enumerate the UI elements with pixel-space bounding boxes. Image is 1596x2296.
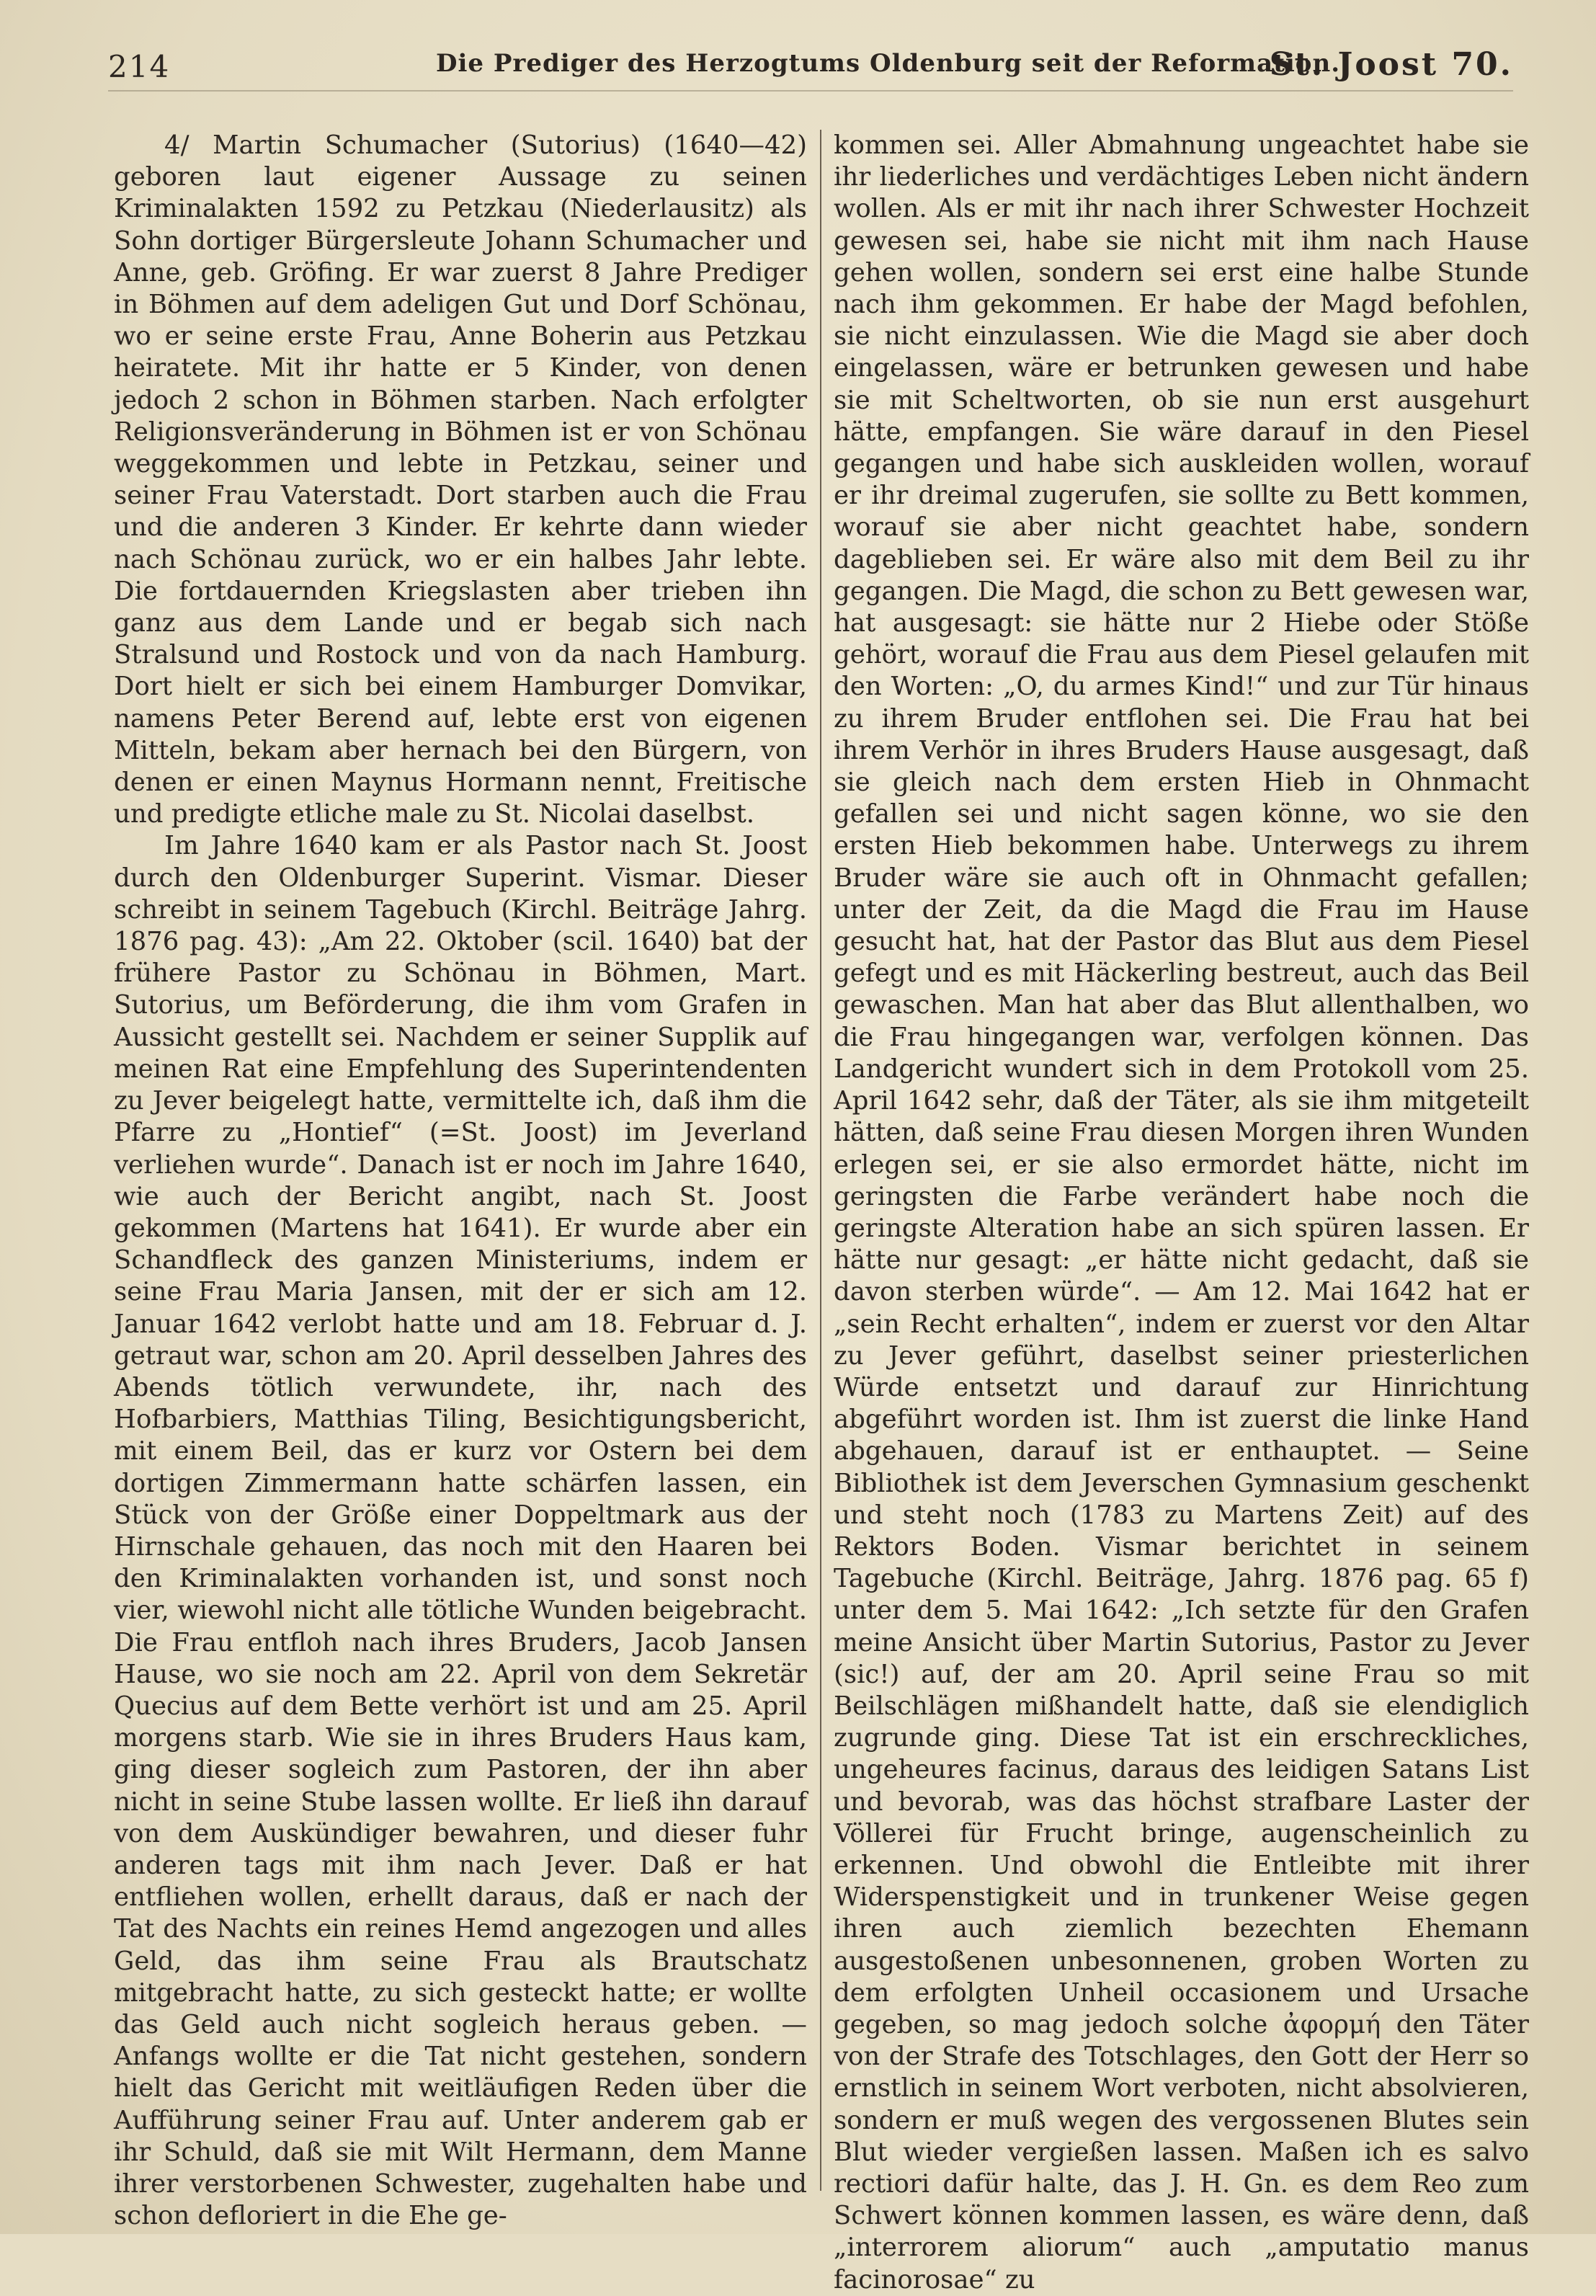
paragraph-continuation: Im Jahre 1640 kam er als Pastor nach St. Joost durch den Oldenburger Superint. Vismar. Dieser schreibt in seinem Tagebuch (Kirchl. Beiträge Jahrg. 1876 pag. 43): „Am 22. Oktober (scil. 1640) bat der frühere Pastor zu Schönau in Böhmen, Mart. Sutorius, um Beförderung, die ihm vom Grafen in Aussicht gestellt sei. Nachdem er seiner Supplik auf meinen Rat eine Empfehlung des Superintendenten zu Jever beigelegt hatte, vermittelte ich, daß ihm die Pfarre zu „Hontief“ (=St. Joost) im Jeverland verliehen wurde“. Danach ist er noch im Jahre 1640, wie auch der Bericht angibt, nach St. Joost gekommen (Martens hat 1641). Er wurde aber ein Schandfleck des ganzen Ministeriums, indem er seine Frau Maria Jansen, mit der er sich am 12. Januar 1642 verlobt hatte und am 18. Februar d. J. getraut war, schon am 20. April desselben Jahres des Abends tötlich verwundete, ihr, nach des Hofbarbiers, Matthias Tiling, Besichtigungsbericht, mit einem Beil, das er kurz vor Ostern bei dem dortigen Zimmermann hatte schärfen lassen, ein Stück von der Größe einer Doppeltmark aus der Hirnschale gehauen, das noch mit den Haaren bei den Kriminalakten vorhanden ist, und sonst noch vier, wiewohl nicht alle tötliche Wunden beigebracht. Die Frau entfloh nach ihres Bruders, Jacob Jansen Hause, wo sie noch am 22. April von dem Sekretär Quecius auf dem Bette verhört ist und am 25. April morgens starb. Wie sie in ihres Bruders Haus kam, ging dieser sogleich zum Pastoren, der ihn aber nicht in seine Stube lassen wollte. Er ließ ihn darauf von dem Auskündiger bewahren, und dieser fuhr anderen tags mit ihm nach Jever. Daß er hat entfliehen wollen, erhellt daraus, daß er nach der Tat des Nachts ein reines Hemd angezogen und alles Geld, das ihm seine Frau als Brautschatz mitgebracht hatte, zu sich gesteckt hatte; er wollte das Geld auch nicht sogleich heraus geben. — Anfangs wollte er die Tat nicht gestehen, sondern hielt das Gericht mit weitläufigen Reden über die Aufführung seiner Frau auf. Unter anderem gab er ihr Schuld, daß sie mit Wilt Hermann, dem Manne ihrer verstorbenen Schwester, zugehalten habe und schon defloriert in die Ehe ge-: [114, 831, 807, 2231]
page-header: [108, 42, 1513, 85]
right-column: [834, 130, 1529, 2295]
column-divider: [820, 130, 821, 2191]
section-reference: St. Joost 70.: [1269, 46, 1513, 83]
running-title: Die Prediger des Herzogtums Oldenburg seit der Reformation.: [436, 49, 1341, 78]
paragraph-right: kommen sei. Aller Abmahnung ungeachtet habe sie ihr liederliches und verdächtiges Leben nicht ändern wollen. Als er mit ihr nach ihrer Schwester Hochzeit gewesen sei, habe sie nicht mit ihm nach Hause gehen wollen, sondern sei erst eine halbe Stunde nach ihm gekommen. Er habe der Magd befohlen, sie nicht einzulassen. Wie die Magd sie aber doch eingelassen, wäre er betrunken gewesen und habe sie mit Scheltworten, ob sie nun erst ausgehurt hätte, empfangen. Sie wäre darauf in den Piesel gegangen und habe sich auskleiden wollen, worauf er ihr dreimal zugerufen, sie sollte zu Bett kommen, worauf sie aber nicht geachtet habe, sondern dageblieben sei. Er wäre also mit dem Beil zu ihr gegangen. Die Magd, die schon zu Bett gewesen war, hat ausgesagt: sie hätte nur 2 Hiebe oder Stöße gehört, worauf die Frau aus dem Piesel gelaufen mit den Worten: „O, du armes Kind!“ und zur Tür hinaus zu ihrem Bruder entflohen sei. Die Frau hat bei ihrem Verhör in ihres Bruders Hause ausgesagt, daß sie gleich nach dem ersten Hieb in Ohnmacht gefallen sei und nicht sagen könne, wo sie den ersten Hieb bekommen habe. Unterwegs zu ihrem Bruder wäre sie auch oft in Ohnmacht gefallen; unter der Zeit, da die Magd die Frau im Hause gesucht hat, hat der Pastor das Blut aus dem Piesel gefegt und es mit Häckerling bestreut, auch das Beil gewaschen. Man hat aber das Blut allenthalben, wo die Frau hingegangen war, verfolgen können. Das Landgericht wundert sich in dem Protokoll vom 25. April 1642 sehr, daß der Täter, als sie ihm mitgeteilt hätten, daß seine Frau diesen Morgen ihren Wunden erlegen sei, er sie also ermordet hätte, nicht im geringsten die Farbe verändert habe noch die geringste Alteration habe an sich spüren lassen. Er hätte nur gesagt: „er hätte nicht gedacht, daß sie davon sterben würde“. — Am 12. Mai 1642 hat er „sein Recht erhalten“, indem er zuerst vor den Altar zu Jever geführt, daselbst seiner priesterlichen Würde entsetzt und darauf zur Hinrichtung abgeführt worden ist. Ihm ist zuerst die linke Hand abgehauen, darauf ist er enthauptet. — Seine Bibliothek ist dem Jeverschen Gymnasium geschenkt und steht noch (1783 zu Martens Zeit) auf des Rektors Boden. Vismar berichtet in seinem Tagebuche (Kirchl. Beiträge, Jahrg. 1876 pag. 65 f) unter dem 5. Mai 1642: „Ich setzte für den Grafen meine Ansicht über Martin Sutorius, Pastor zu Jever (sic!) auf, der am 20. April seine Frau so mit Beilschlägen mißhandelt hatte, daß sie elendiglich zugrunde ging. Diese Tat ist ein erschreckliches, ungeheures facinus, daraus des leidigen Satans List und bevorab, was das höchst strafbare Laster der Völlerei für Frucht bringe, augenscheinlich zu erkennen. Und obwohl die Entleibte mit ihrer Widerspenstigkeit und in trunkener Weise gegen ihren auch ziemlich bezechten Ehemann ausgestoßenen unbesonnenen, groben Worten zu dem erfolgten Unheil occasionem und Ursache gegeben, so mag jedoch solche ἀφορμή den Täter von der Strafe des Totschlages, den Gott der Herr so ernstlich in seinem Wort verboten, nicht absolvieren, sondern er muß wegen des vergossenen Blutes sein Blut wieder vergießen lassen. Maßen ich es salvo rectiori dafür halte, das J. H. Gn. es dem Reo zum Schwert können kommen lassen, es wäre denn, daß „interrorem aliorum“ auch „amputatio manus facinorosae“ zu: [834, 130, 1529, 2295]
left-column: [114, 130, 807, 2231]
page-number: 214: [108, 49, 171, 84]
paragraph-entry-start: 4/ Martin Schumacher (Sutorius) (1640—42) geboren laut eigener Aussage zu seinen Kriminalakten 1592 zu Petzkau (Niederlausitz) als Sohn dortiger Bürgersleute Johann Schumacher und Anne, geb. Gröfing. Er war zuerst 8 Jahre Prediger in Böhmen auf dem adeligen Gut und Dorf Schönau, wo er seine erste Frau, Anne Boherin aus Petzkau heiratete. Mit ihr hatte er 5 Kinder, von denen jedoch 2 schon in Böhmen starben. Nach erfolgter Religionsveränderung in Böhmen ist er von Schönau weggekommen und lebte in Petzkau, seiner und seiner Frau Vaterstadt. Dort starben auch die Frau und die anderen 3 Kinder. Er kehrte dann wieder nach Schönau zurück, wo er ein halbes Jahr lebte. Die fortdauernden Kriegslasten aber trieben ihn ganz aus dem Lande und er begab sich nach Stralsund und Rostock und von da nach Hamburg. Dort hielt er sich bei einem Hamburger Domvikar, namens Peter Berend auf, lebte erst von eigenen Mitteln, bekam aber hernach bei den Bürgern, von denen er einen Maynus Hormann nennt, Freitische und predigte etliche male zu St. Nicolai daselbst.: [114, 130, 807, 829]
header-rule: [108, 90, 1513, 92]
